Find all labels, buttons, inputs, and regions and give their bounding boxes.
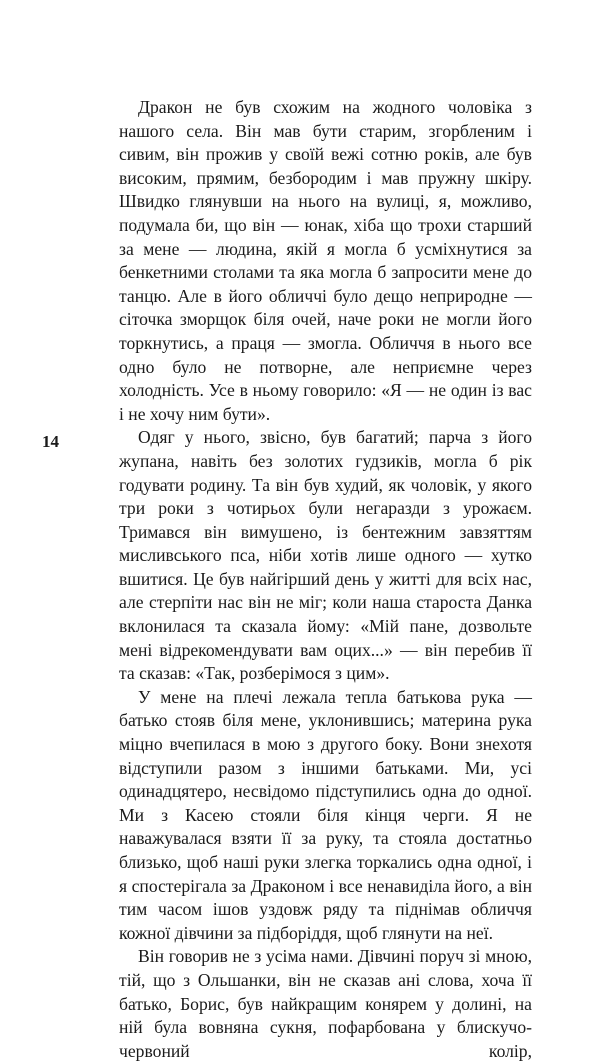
paragraph-3: У мене на плечі лежала тепла батькова рука — батько стояв біля мене, уклонившись; материна рука міцно вчепилася в мою з другого боку. Вони знехотя відступили разом з іншими батьками. Ми, усі одинадцятеро, несвідомо підступились одна до одної. Ми з Касею стояли біля кінця черги. Я не наважувалася взяти її за руку, та стояла достатньо близько, щоб наші руки злегка торкались одна одної, і я спостерігала за Драконом і все ненавиділа його, а він тим часом ішов уздовж ряду та піднімав обличчя кожної дівчини за підборіддя, щоб глянути на неї. [119, 686, 532, 943]
body-text [119, 96, 532, 1063]
paragraph-2: Одяг у нього, звісно, був багатий; парча з його жупана, навіть без золотих гудзиків, могла б рік годувати родину. Та він був худий, як чоловік, у якого три роки з чотирьох були негаразди з урожаєм. Тримався він вимушено, із бентежним завзяттям мисливського пса, ніби хотів лише одного — хутко вшитися. Це був найгірший день у житті для всіх нас, але стерпіти нас він не міг; коли наша староста Данка вклонилася та сказала йому: «Мій пане, дозвольте мені відрекомендувати вам оцих...» — він перебив її та сказав: «Так, розберімося з цим». [119, 427, 532, 684]
paragraph-4: Він говорив не з усіма нами. Дівчині поруч зі мною, тій, що з Ольшанки, він не сказав ані слова, хоча її батько, Борис, був найкращим конярем у долині, на ній була вовняна сукня, пофарбована у блискучо-червоний колір, [119, 946, 532, 1061]
page-number: 14 [42, 432, 59, 451]
paragraph-1: Дракон не був схожим на жодного чоловіка з нашого села. Він мав бути старим, згорбленим і сивим, він прожив у своїй вежі сотню років, але був високим, прямим, безбородим і мав пружну шкіру. Швидко глянувши на нього на вулиці, я, можливо, подумала би, що він — юнак, хіба що трохи старший за мене — людина, якій я могла б усміхнутися за бенкетними столами та яка могла б запросити мене до танцю. Але в його обличчі було дещо неприродне — сіточка зморщок біля очей, наче роки не могли його торкнутись, а праця — змогла. Обличчя в нього все одно було не потворне, але неприємне через холодність. Усе в ньому говорило: «Я — не один із вас і не хочу ним бути». [119, 97, 532, 424]
